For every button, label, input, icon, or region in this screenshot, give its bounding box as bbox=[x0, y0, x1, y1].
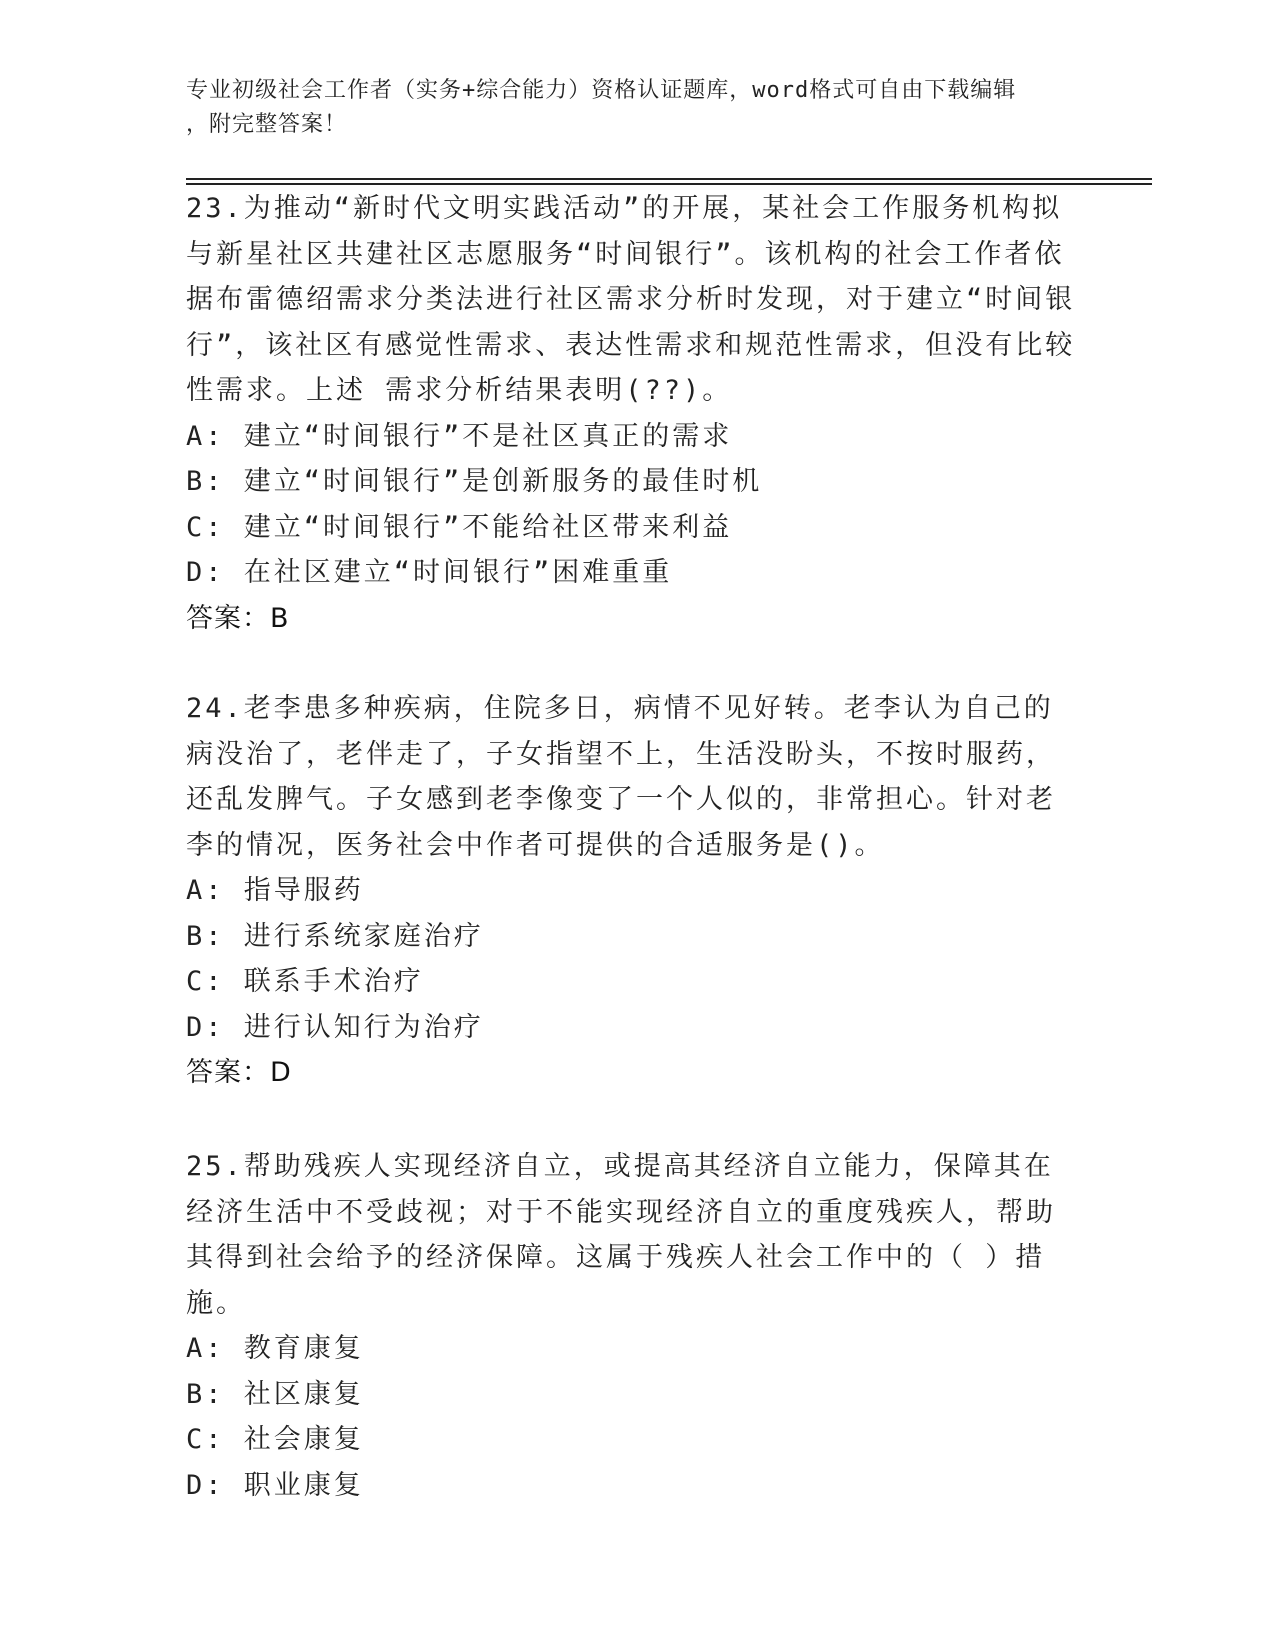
option-b bbox=[186, 459, 1076, 505]
option-text: 在社区建立“时间银行”困难重重 bbox=[243, 557, 673, 588]
option-d bbox=[186, 550, 1076, 596]
option-letter: D: bbox=[186, 1469, 225, 1501]
option-c bbox=[186, 1417, 1076, 1463]
option-text: 社区康复 bbox=[243, 1378, 364, 1410]
option-a bbox=[186, 414, 1076, 460]
option-letter: C: bbox=[186, 1424, 225, 1455]
option-text: 教育康复 bbox=[243, 1333, 364, 1364]
option-letter: C: bbox=[186, 511, 225, 543]
answer-line: 答案：B bbox=[186, 602, 290, 634]
option-text: 建立“时间银行”不能给社区带来利益 bbox=[243, 511, 733, 543]
option-letter: B: bbox=[186, 920, 225, 952]
option-text: 职业康复 bbox=[243, 1469, 364, 1501]
option-letter: C: bbox=[186, 966, 225, 997]
option-a bbox=[186, 1326, 1076, 1372]
question-25 bbox=[186, 1144, 1076, 1508]
option-d bbox=[186, 1005, 1076, 1051]
option-text: 建立“时间银行”是创新服务的最佳时机 bbox=[243, 466, 763, 497]
option-c bbox=[186, 505, 1076, 551]
option-d bbox=[186, 1463, 1076, 1509]
option-a bbox=[186, 868, 1076, 914]
document-header bbox=[186, 74, 1086, 142]
option-text: 社会康复 bbox=[243, 1424, 364, 1455]
option-text: 指导服药 bbox=[243, 875, 364, 906]
option-letter: D: bbox=[186, 1011, 225, 1043]
option-b bbox=[186, 1372, 1076, 1418]
option-c bbox=[186, 959, 1076, 1005]
question-stem: 25.帮助残疾人实现经济自立，或提高其经济自立能力，保障其在经济生活中不受歧视；对于不能实现经济自立的重度残疾人，帮助其得到社会给予的经济保障。这属于残疾人社会工作中的（ ）措施。 bbox=[186, 1151, 1056, 1319]
option-text: 联系手术治疗 bbox=[243, 966, 424, 997]
option-letter: A: bbox=[186, 875, 225, 906]
question-stem: 24.老李患多种疾病，住院多日，病情不见好转。老李认为自己的病没治了，老伴走了，子女指望不上，生活没盼头，不按时服药，还乱发脾气。子女感到老李像变了一个人似的，非常担心。针对老李的情况，医务社会中作者可提供的合适服务是()。 bbox=[186, 693, 1056, 861]
option-b bbox=[186, 914, 1076, 960]
question-23 bbox=[186, 186, 1076, 641]
option-letter: B: bbox=[186, 1378, 225, 1410]
header-line-1: 专业初级社会工作者（实务+综合能力）资格认证题库，word格式可自由下载编辑 bbox=[186, 78, 1017, 103]
option-text: 进行认知行为治疗 bbox=[243, 1011, 484, 1043]
option-letter: A: bbox=[186, 1333, 225, 1364]
header-divider-bottom bbox=[186, 183, 1152, 185]
question-24 bbox=[186, 686, 1076, 1096]
option-letter: D: bbox=[186, 557, 225, 588]
question-stem: 23.为推动“新时代文明实践活动”的开展，某社会工作服务机构拟与新星社区共建社区志愿服务“时间银行”。该机构的社会工作者依据布雷德绍需求分类法进行社区需求分析时发现，对于建立“时间银行”，该社区有感觉性需求、表达性需求和规范性需求，但没有比较性需求。上述 需求分析结果表明(??)。 bbox=[186, 193, 1076, 406]
option-text: 进行系统家庭治疗 bbox=[243, 920, 484, 952]
option-letter: B: bbox=[186, 466, 225, 497]
answer-line: 答案：D bbox=[186, 1057, 292, 1088]
header-divider-top bbox=[186, 178, 1152, 180]
header-line-2: ，附完整答案！ bbox=[186, 112, 348, 137]
option-text: 建立“时间银行”不是社区真正的需求 bbox=[243, 420, 733, 452]
option-letter: A: bbox=[186, 420, 225, 452]
